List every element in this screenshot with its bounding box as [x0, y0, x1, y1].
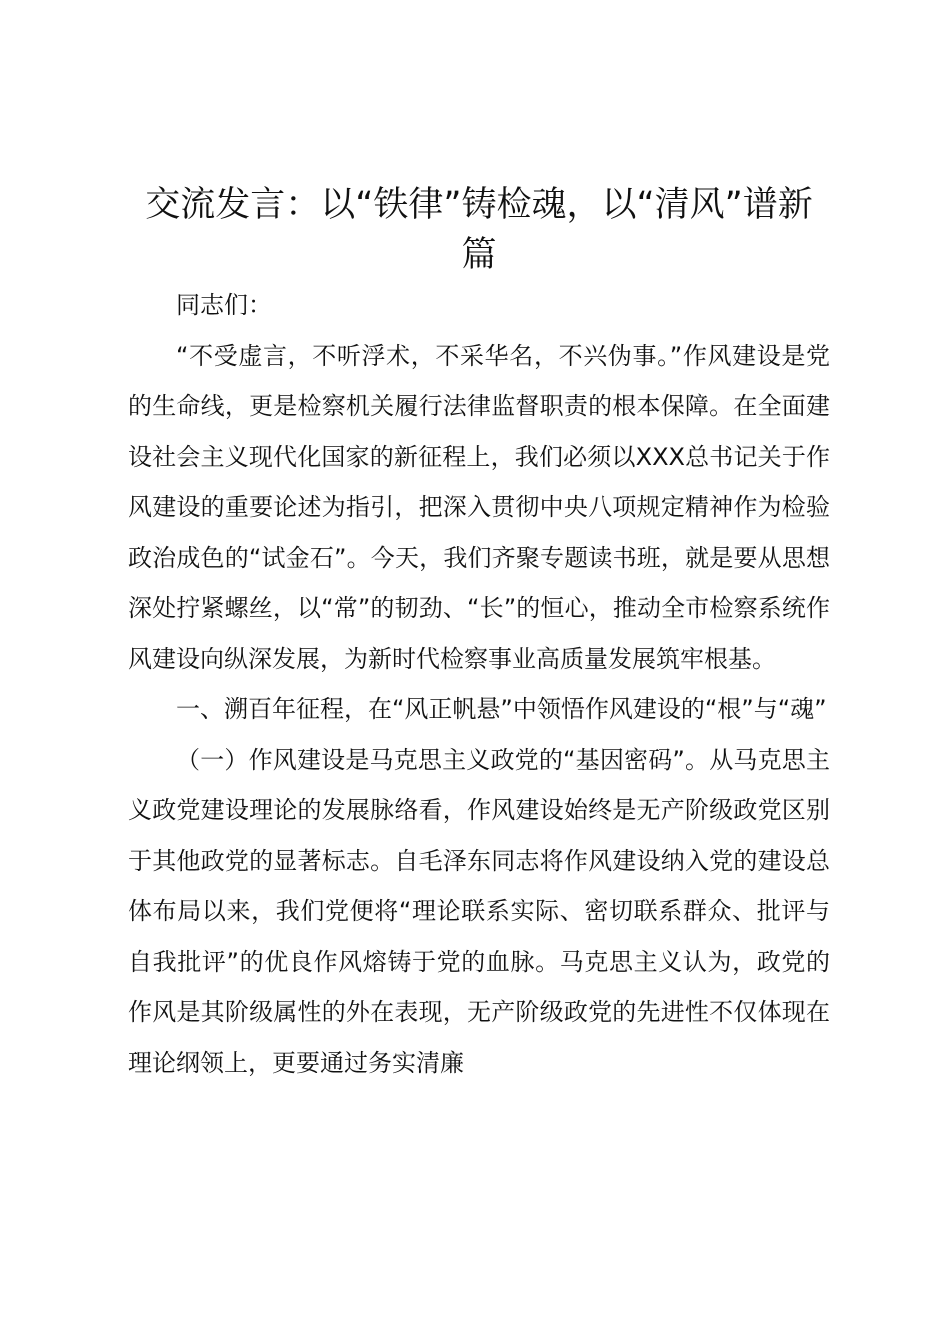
salutation: 同志们： [176, 291, 272, 319]
paragraph-intro: “不受虚言，不听浮术，不采华名，不兴伪事。”作风建设是党的生命线，更是检察机关履行法律监督职责的根本保障。在全面建设社会主义现代化国家的新征程上，我们必须以XXX总书记关于作风建设的重要论述为指引，把深入贯彻中央八项规定精神作为检验政治成色的“试金石”。今天，我们齐聚专题读书班，就是要从思想深处拧紧螺丝，以“常”的韧劲、“长”的恒心，推动全市检察系统作风建设向纵深发展，为新时代检察事业高质量发展筑牢根基。 [128, 341, 830, 673]
paragraph-subsection-1: （一）作风建设是马克思主义政党的“基因密码”。从马克思主义政党建设理论的发展脉络看，作风建设始终是无产阶级政党区别于其他政党的显著标志。自毛泽东同志将作风建设纳入党的建设总体布局以来，我们党便将“理论联系实际、密切联系群众、批评与自我批评”的优良作风熔铸于党的血脉。马克思主义认为，政党的作风是其阶级属性的外在表现，无产阶级政党的先进性不仅体现在理论纲领上，更要通过务实清廉 [128, 745, 830, 1077]
section-heading-1: 一、溯百年征程，在“风正帆悬”中领悟作风建设的“根”与“魂” [176, 695, 827, 723]
document-body [128, 280, 830, 1088]
document-title: 交流发言：以“铁律”铸检魂，以“清风”谱新篇 [145, 185, 813, 275]
document-page [128, 0, 830, 1344]
